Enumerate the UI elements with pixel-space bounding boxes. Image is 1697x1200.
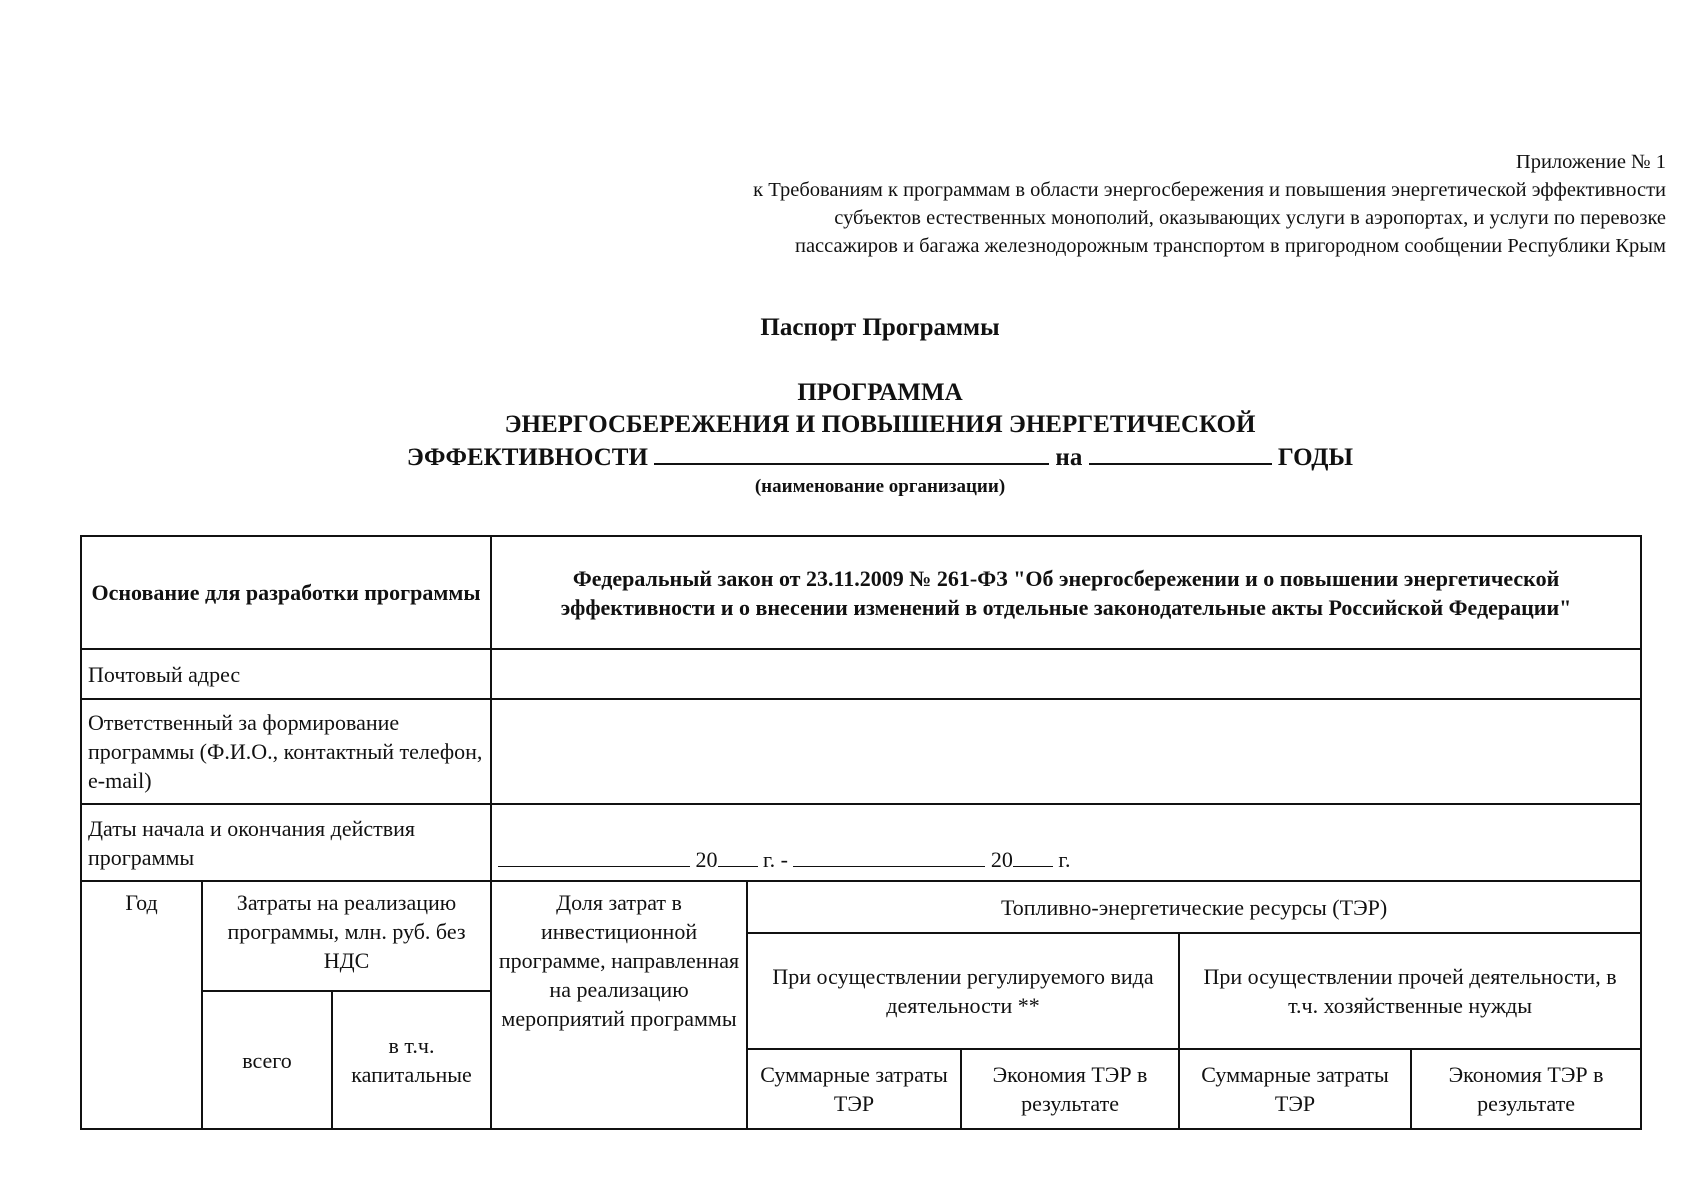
start-date-blank xyxy=(498,846,690,867)
end-date-blank xyxy=(793,846,985,867)
appendix-line-3: субъектов естественных монополий, оказывающих услуги в аэропортах, и услуги по перевозке xyxy=(834,207,1666,229)
table-row xyxy=(81,881,1641,933)
program-title-on: на xyxy=(1055,444,1083,471)
responsible-value xyxy=(491,699,1641,804)
appendix-number: Приложение № 1 xyxy=(1515,151,1666,173)
col-saving-other: Экономия ТЭР в результате xyxy=(1411,1049,1641,1129)
col-saving-regulated: Экономия ТЭР в результате xyxy=(961,1049,1179,1129)
table-row xyxy=(81,804,1641,881)
years-blank xyxy=(1089,441,1272,465)
dates-separator: г. - xyxy=(763,847,788,872)
col-costs: Затраты на реализацию программы, млн. руб. без НДС xyxy=(202,881,491,991)
passport-table xyxy=(80,535,1642,1130)
appendix-header xyxy=(466,148,1666,260)
dates-end: г. xyxy=(1058,847,1071,872)
start-year-blank xyxy=(718,846,758,867)
end-year-blank xyxy=(1013,846,1053,867)
col-regulated: При осуществлении регулируемого вида деятельности ** xyxy=(747,933,1179,1049)
program-title-years: ГОДЫ xyxy=(1277,444,1354,471)
col-ter: Топливно-энергетические ресурсы (ТЭР) xyxy=(747,881,1641,933)
appendix-line-4: пассажиров и багажа железнодорожным транспортом в пригородном сообщении Республики Крым xyxy=(794,235,1666,257)
postal-address-value xyxy=(491,649,1641,699)
col-total-ter-other: Суммарные затраты ТЭР xyxy=(1179,1049,1411,1129)
responsible-label: Ответственный за формирование программы (Ф.И.О., контактный телефон, e-mail) xyxy=(81,699,491,804)
end-year-prefix: 20 xyxy=(990,847,1013,872)
passport-title: Паспорт Программы xyxy=(760,314,1000,341)
basis-label: Основание для разработки программы xyxy=(81,536,491,649)
table-row xyxy=(81,699,1641,804)
appendix-line-2: к Требованиям к программам в области энергосбережения и повышения энергетической эффективности xyxy=(753,179,1666,201)
program-title-line-3 xyxy=(0,441,1697,474)
col-share: Доля затрат в инвестиционной программе, направленная на реализацию мероприятий программы xyxy=(491,881,747,1129)
col-total-ter-regulated: Суммарные затраты ТЭР xyxy=(747,1049,961,1129)
col-other: При осуществлении прочей деятельности, в т.ч. хозяйственные нужды xyxy=(1179,933,1641,1049)
table-row xyxy=(81,649,1641,699)
col-year: Год xyxy=(81,881,202,1129)
program-title-effectiveness: ЭФФЕКТИВНОСТИ xyxy=(406,444,648,471)
table-row xyxy=(81,536,1641,649)
start-year-prefix: 20 xyxy=(695,847,718,872)
col-capital: в т.ч. капитальные xyxy=(332,991,491,1129)
col-total: всего xyxy=(202,991,332,1129)
program-title-line-2: ЭНЕРГОСБЕРЕЖЕНИЯ И ПОВЫШЕНИЯ ЭНЕРГЕТИЧЕСКОЙ xyxy=(504,411,1256,438)
postal-address-label: Почтовый адрес xyxy=(81,649,491,699)
program-title: ПРОГРАММА xyxy=(797,379,963,406)
dates-value xyxy=(491,804,1641,881)
basis-value: Федеральный закон от 23.11.2009 № 261-ФЗ "Об энергосбережении и о повышении энергетической эффективности и о внесении изменений в отдельные законодательные акты Российской Федерации" xyxy=(491,536,1641,649)
organization-name-blank xyxy=(654,441,1049,465)
dates-label: Даты начала и окончания действия программы xyxy=(81,804,491,881)
organization-name-note: (наименование организации) xyxy=(754,476,1006,497)
